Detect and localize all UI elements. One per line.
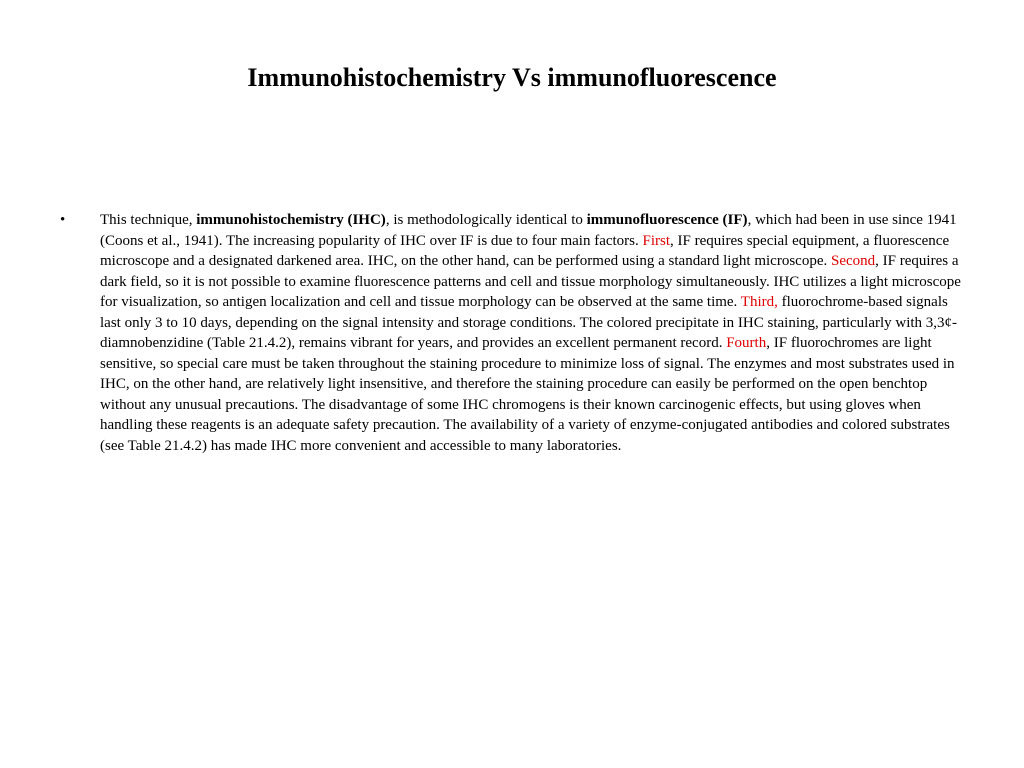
text-segment: This technique, (100, 212, 197, 228)
slide-title: Immunohistochemistry Vs immunofluorescence (247, 63, 777, 92)
highlight-second: Second (831, 253, 876, 269)
text-segment: , IF requires a dark field, so it is not possible to examine fluorescence patterns and cell and tissue morphology simultaneously. IHC utilizes a light microscope for visualization, so antigen localization and cell and tissue morphology can be observed at the same time. (100, 253, 961, 310)
bullet-icon: • (60, 212, 66, 228)
text-segment: , IF fluorochromes are light sensitive, so special care must be taken throughout the staining procedure to minimize loss of signal. The enzymes and most substrates used in IHC, on the other hand, are relatively light insensitive, and therefore the staining procedure can easily be performed on the open benchtop without any unusual precautions. The disadvantage of some IHC chromogens is their known carcinogenic effects, but using gloves when handling these reagents is an adequate safety precaution. The availability of a variety of enzyme-conjugated antibodies and colored substrates (see Table 21.4.2) has made IHC more convenient and accessible to many laboratories. (100, 335, 955, 454)
highlight-third: Third, (740, 294, 778, 310)
bullet-list (60, 210, 965, 456)
text-segment: fluorochrome-based signals last only 3 to 10 days, depending on the signal intensity and storage conditions. The colored precipitate in IHC staining, particularly with 3,3¢-diamnobenzidine (Table 21.4.2), remains vibrant for years, and provides an excellent permanent record. (100, 294, 958, 351)
highlight-fourth: Fourth (726, 335, 767, 351)
bullet-item (60, 210, 965, 456)
text-segment: , IF requires special equipment, a fluorescence microscope and a designated darkened area. IHC, on the other hand, can be performed using a standard light microscope. (100, 232, 950, 269)
term-ihc: immunohistochemistry (IHC) (196, 212, 386, 228)
highlight-first: First (642, 232, 671, 249)
text-segment: , is methodologically identical to (385, 212, 587, 228)
term-if: immunofluorescence (IF) (586, 212, 748, 228)
paragraph-text (100, 212, 961, 454)
text-segment: , which had been in use since 1941 (Coons et al., 1941). The increasing popularity of IHC over IF is due to four main factors. (100, 212, 957, 249)
